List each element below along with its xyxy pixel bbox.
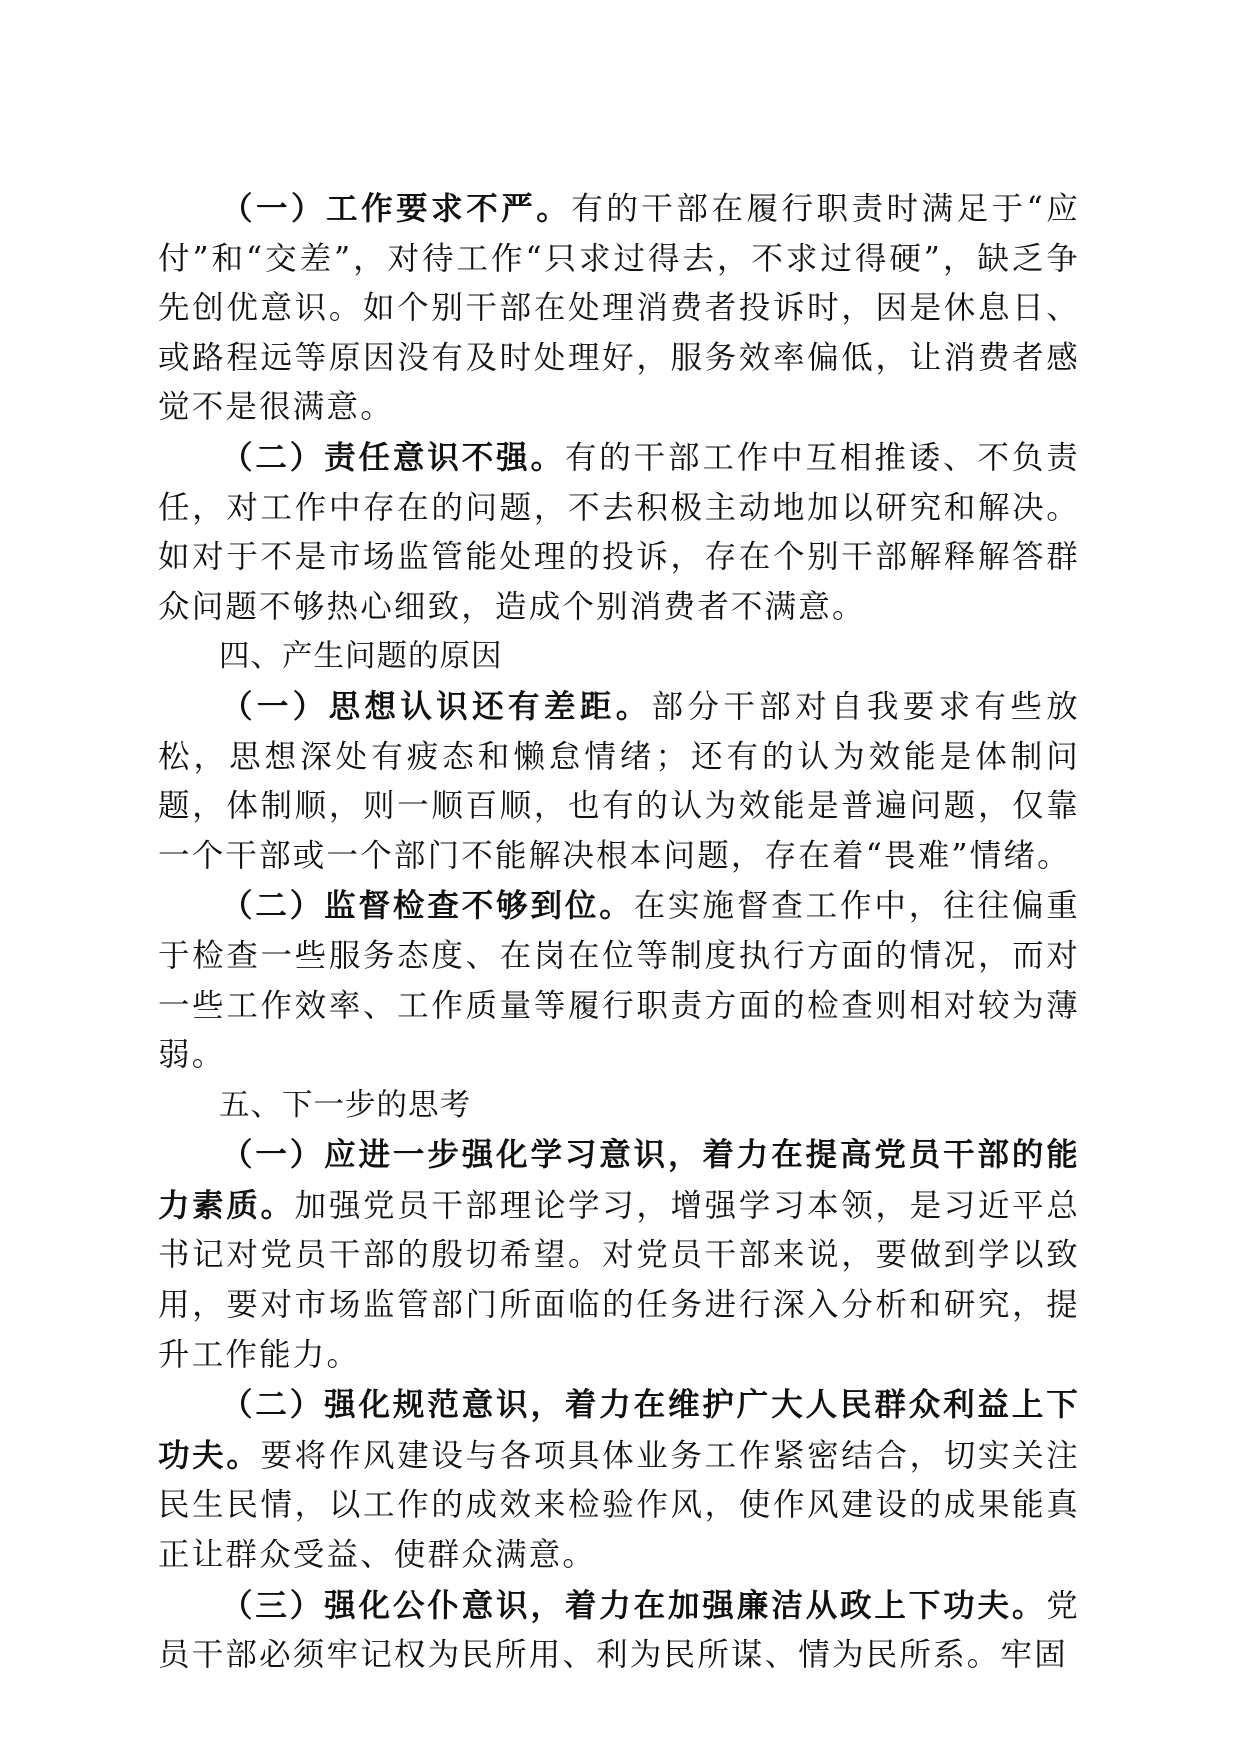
paragraph-lead: （三）强化公仆意识，着力在加强廉洁从政上下功夫。 xyxy=(221,1586,1047,1624)
paragraph-lead: （二）监督检查不够到位。 xyxy=(221,887,634,925)
paragraph-text: 有的干部工作中互相推诿、不负责任，对工作中存在的问题，不去积极主动地加以研究和解决。如对于不是市场监管能处理的投诉，存在个别干部解释解答群众问题不够热心细致，造成个别消费者不满意。 xyxy=(158,439,1080,625)
paragraph xyxy=(158,1130,1080,1380)
document-page xyxy=(158,184,1080,1681)
paragraph xyxy=(158,682,1080,881)
paragraph-lead: （二）责任意识不强。 xyxy=(221,438,565,476)
paragraph-text: 在实施督查工作中，往往偏重于检查一些服务态度、在岗在位等制度执行方面的情况，而对一些工作效率、工作质量等履行职责方面的检查则相对较为薄弱。 xyxy=(158,888,1080,1074)
paragraph-text: 加强党员干部理论学习，增强学习本领，是习近平总书记对党员干部的殷切希望。对党员干部来说，要做到学以致用，要对市场监管部门所面临的任务进行深入分析和研究，提升工作能力。 xyxy=(158,1187,1080,1373)
paragraph xyxy=(158,184,1080,433)
paragraph-text: 有的干部在履行职责时满足于“应付”和“交差”，对待工作“只求过得去，不求过得硬”，缺乏争先创优意识。如个别干部在处理消费者投诉时，因是休息日、或路程远等原因没有及时处理好，服务效率偏低，让消费者感觉不是很满意。 xyxy=(158,191,1080,426)
paragraph xyxy=(158,433,1080,632)
paragraph-lead: （二）强化规范意识，着力在维护广大人民群众利益上下功夫。 xyxy=(158,1386,1080,1474)
section-heading: 五、下一步的思考 xyxy=(219,1087,471,1123)
paragraph-lead: （一）工作要求不严。 xyxy=(221,190,572,227)
section-heading: 四、产生问题的原因 xyxy=(219,639,503,675)
paragraph xyxy=(158,881,1080,1080)
paragraph-lead: （一）应进一步强化学习意识，着力在提高党员干部的能力素质。 xyxy=(158,1136,1080,1224)
paragraph-text: 要将作风建设与各项具体业务工作紧密结合，切实关注民生民情，以工作的成效来检验作风，使作风建设的成果能真正让群众受益、使群众满意。 xyxy=(158,1437,1080,1574)
paragraph xyxy=(158,1380,1080,1580)
paragraph-lead: （一）思想认识还有差距。 xyxy=(221,687,652,725)
paragraph-text: 部分干部对自我要求有些放松，思想深处有疲态和懒怠情绪；还有的认为效能是体制问题，体制顺，则一顺百顺，也有的认为效能是普遍问题，仅靠一个干部或一个部门不能解决根本问题，存在着“畏难”情绪。 xyxy=(158,688,1080,874)
paragraph xyxy=(158,1581,1080,1681)
paragraph-text: 党员干部必须牢记权为民所用、利为民所谋、情为民所系。牢固 xyxy=(158,1587,1080,1674)
